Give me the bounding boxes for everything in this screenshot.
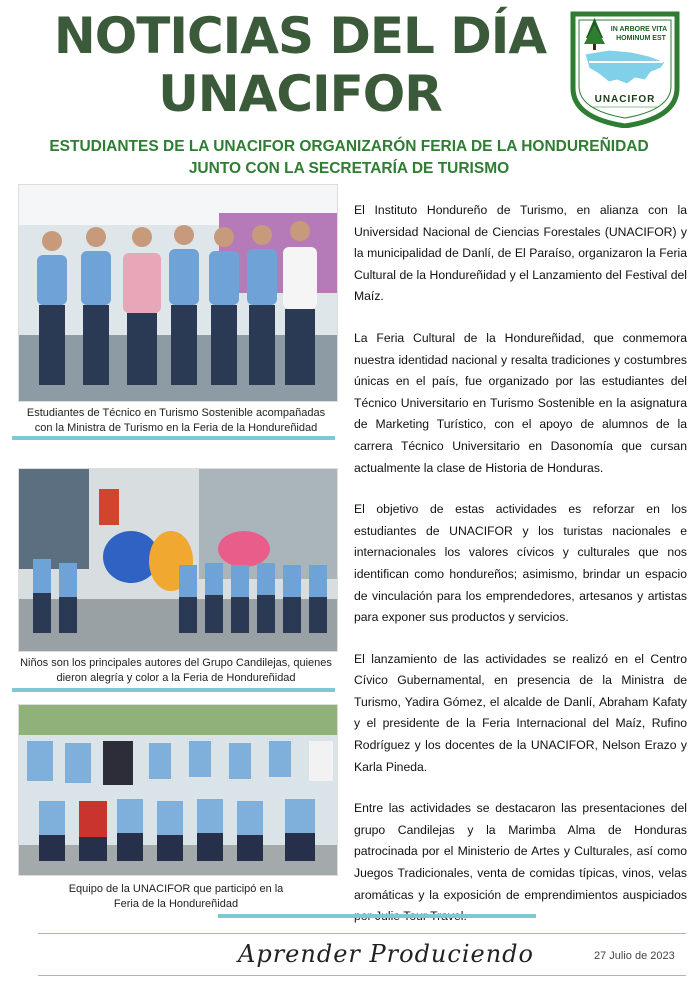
photo-caption-3: Equipo de la UNACIFOR que participó en la Feria de la Hondureñidad [68, 883, 284, 910]
footer-rule-bottom [38, 975, 686, 976]
paragraph: El lanzamiento de las actividades se realizó en el Centro Cívico Gubernamental, en presencia de la Ministra de Turismo, Yadira Gómez, el alcalde de Danlí, Abraham Kafaty y el presidente de la Feria Internacional del Maíz, Rufino Rodríguez y los docentes de la UNACIFOR, Nelson Erazo y Karla Pineda. [354, 651, 687, 774]
article-body [354, 200, 687, 948]
paragraph: Entre las actividades se destacaron las presentaciones del grupo Candilejas y la Marimba Alma de Honduras patrocinada por el Ministerio de Artes y Culturales, así como Juegos Tradicionales, venta de comidas típicas, vinos, velas aromáticas y la exposición de emprendimientos auspiciados [354, 801, 687, 902]
page-title-line1: NOTICIAS DEL DÍA [53, 7, 547, 65]
logo-name: UNACIFOR [594, 94, 656, 105]
divider [12, 688, 335, 692]
footer-motto: Aprender Produciendo [238, 940, 534, 968]
article-headline [14, 136, 684, 180]
footer-date: 27 Julio de 2023 [594, 950, 675, 962]
photo-caption-1: Estudiantes de Técnico en Turismo Sostenible acompañadas con la Ministra de Turismo en la Feria de la Hondureñidad [26, 407, 326, 434]
divider [12, 436, 335, 440]
photo-unacifor-team [18, 704, 338, 876]
divider [218, 914, 536, 918]
paragraph: La Feria Cultural de la Hondureñidad, que conmemora nuestra identidad nacional y resalta tradiciones y costumbres únicas en el país, fue organizado por las estudiantes del Técnico Universitario en Turismo Sostenible en la asignatura de Marketing Turístico, con el apoyo de alumnos de la carrera Técnico Universitario en Dasonomía que cursan actualmente la clase de Historia de Honduras. [354, 330, 687, 475]
headline-line2: JUNTO CON LA SECRETARÍA DE TURISMO [188, 160, 510, 177]
page-title-line2: UNACIFOR [158, 65, 442, 123]
photo-candilejas-group [18, 468, 338, 652]
footer-rule-top [38, 933, 686, 934]
photo-caption-2: Niños son los principales autores del Grupo Candilejas, quienes dieron alegría y color a la Feria de Hondureñidad [20, 657, 332, 684]
headline-line1: ESTUDIANTES DE LA UNACIFOR ORGANIZARÓN FERIA DE LA HONDUREÑIDAD [49, 138, 649, 155]
logo-motto-2: HOMINUM EST [616, 35, 666, 42]
logo-motto-1: IN ARBORE VITA [610, 26, 668, 33]
photo-students-minister [18, 184, 338, 402]
paragraph: El Instituto Hondureño de Turismo, en alianza con la Universidad Nacional de Ciencias Forestales (UNACIFOR) y la municipalidad de Danlí, de El Paraíso, organizaron la Feria Cultural de la Hondureñidad y el Lanzamiento del Festival del Maíz. [354, 203, 687, 304]
unacifor-logo [569, 10, 681, 128]
paragraph: El objetivo de estas actividades es reforzar en los estudiantes de UNACIFOR y los turistas nacionales e internacionales los valores cívicos y culturales que nos identifican como hondureños; asimismo, brindar un espacio de vinculación para los emprendedores, artesanos y artistas para exponer sus productos y servicios. [354, 502, 687, 625]
